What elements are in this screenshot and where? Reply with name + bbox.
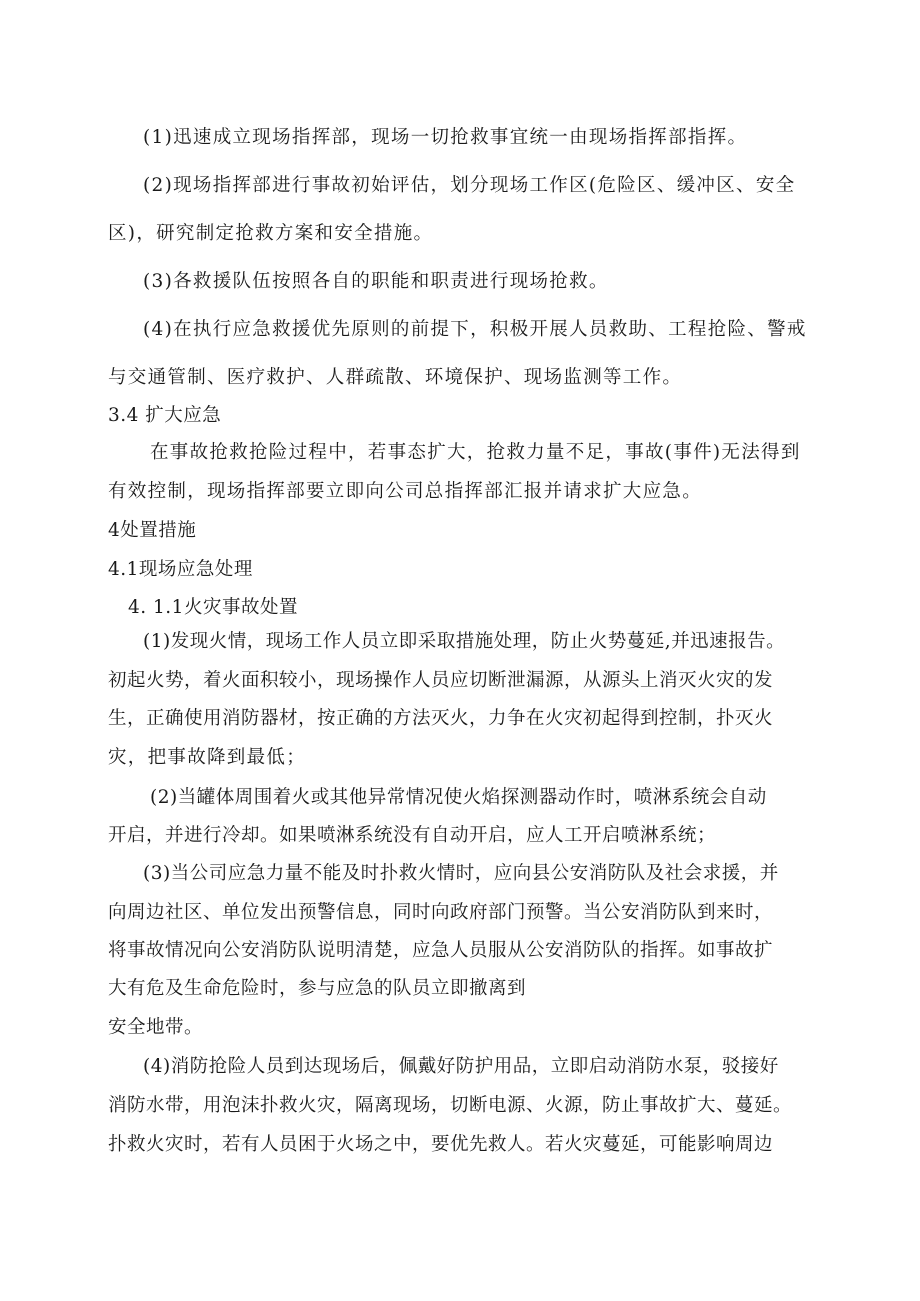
paragraph-5-line-1: 在事故抢救抢险过程中，若事态扩大，抢救力量不足，事故(事件)无法得到 xyxy=(150,442,801,463)
paragraph-6-line-4: 灾，把事故降到最低； xyxy=(108,747,307,768)
paragraph-9-line-1: (4)消防抢险人员到达现场后，佩戴好防护用品，立即启动消防水泵，驳接好 xyxy=(143,1056,779,1077)
section-heading-4-1: 4.1现场应急处理 xyxy=(108,559,253,580)
paragraph-1-line-1: (1)迅速成立现场指挥部，现场一切抢救事宜统一由现场指挥部指挥。 xyxy=(143,127,748,148)
paragraph-2-line-1: (2)现场指挥部进行事故初始评估，划分现场工作区(危险区、缓冲区、安全 xyxy=(143,175,796,196)
paragraph-9-line-3: 扑救火灾时，若有人员困于火场之中，要优先救人。若火灾蔓延，可能影响周边 xyxy=(108,1134,774,1155)
paragraph-2-line-2: 区)，研究制定抢救方案和安全措施。 xyxy=(108,223,434,244)
paragraph-8-line-2: 向周边社区、单位发出预警信息，同时向政府部门预警。当公安消防队到来时， xyxy=(108,902,774,923)
paragraph-8-line-5: 安全地带。 xyxy=(108,1017,204,1038)
section-heading-4: 4处置措施 xyxy=(108,520,197,541)
paragraph-4-line-2: 与交通管制、医疗救护、人群疏散、环境保护、现场监测等工作。 xyxy=(108,367,683,388)
section-heading-4-1-1: 4. 1.1火灾事故处置 xyxy=(128,597,298,618)
paragraph-8-line-3: 将事故情况向公安消防队说明清楚，应急人员服从公安消防队的指挥。如事故扩 xyxy=(108,940,774,961)
paragraph-5-line-2: 有效控制，现场指挥部要立即向公司总指挥部汇报并请求扩大应急。 xyxy=(108,481,703,502)
paragraph-7-line-1: (2)当罐体周围着火或其他异常情况使火焰探测器动作时，喷淋系统会自动 xyxy=(150,787,767,808)
paragraph-7-line-2: 开启，并进行冷却。如果喷淋系统没有自动开启，应人工开启喷淋系统； xyxy=(108,825,717,846)
section-heading-3-4: 3.4 扩大应急 xyxy=(108,405,222,426)
paragraph-8-line-1: (3)当公司应急力量不能及时扑救火情时，应向县公安消防队及社会求援，并 xyxy=(143,863,779,884)
paragraph-8-line-4: 大有危及生命危险时，参与应急的队员立即撤离到 xyxy=(108,978,527,999)
paragraph-6-line-2: 初起火势，着火面积较小，现场操作人员应切断泄漏源，从源头上消灭火灾的发 xyxy=(108,670,774,691)
paragraph-4-line-1: (4)在执行应急救援优先原则的前提下，积极开展人员救助、工程抢险、警戒 xyxy=(143,319,807,340)
paragraph-9-line-2: 消防水带，用泡沫扑救火灾，隔离现场，切断电源、火源，防止事故扩大、蔓延。 xyxy=(108,1095,793,1116)
paragraph-3-line-1: (3)各救援队伍按照各自的职能和职责进行现场抢救。 xyxy=(143,271,609,292)
paragraph-6-line-1: (1)发现火情，现场工作人员立即采取措施处理，防止火势蔓延,并迅速报告。 xyxy=(143,631,786,652)
paragraph-6-line-3: 生，正确使用消防器材，按正确的方法灭火，力争在火灾初起得到控制，扑灭火 xyxy=(108,708,774,729)
